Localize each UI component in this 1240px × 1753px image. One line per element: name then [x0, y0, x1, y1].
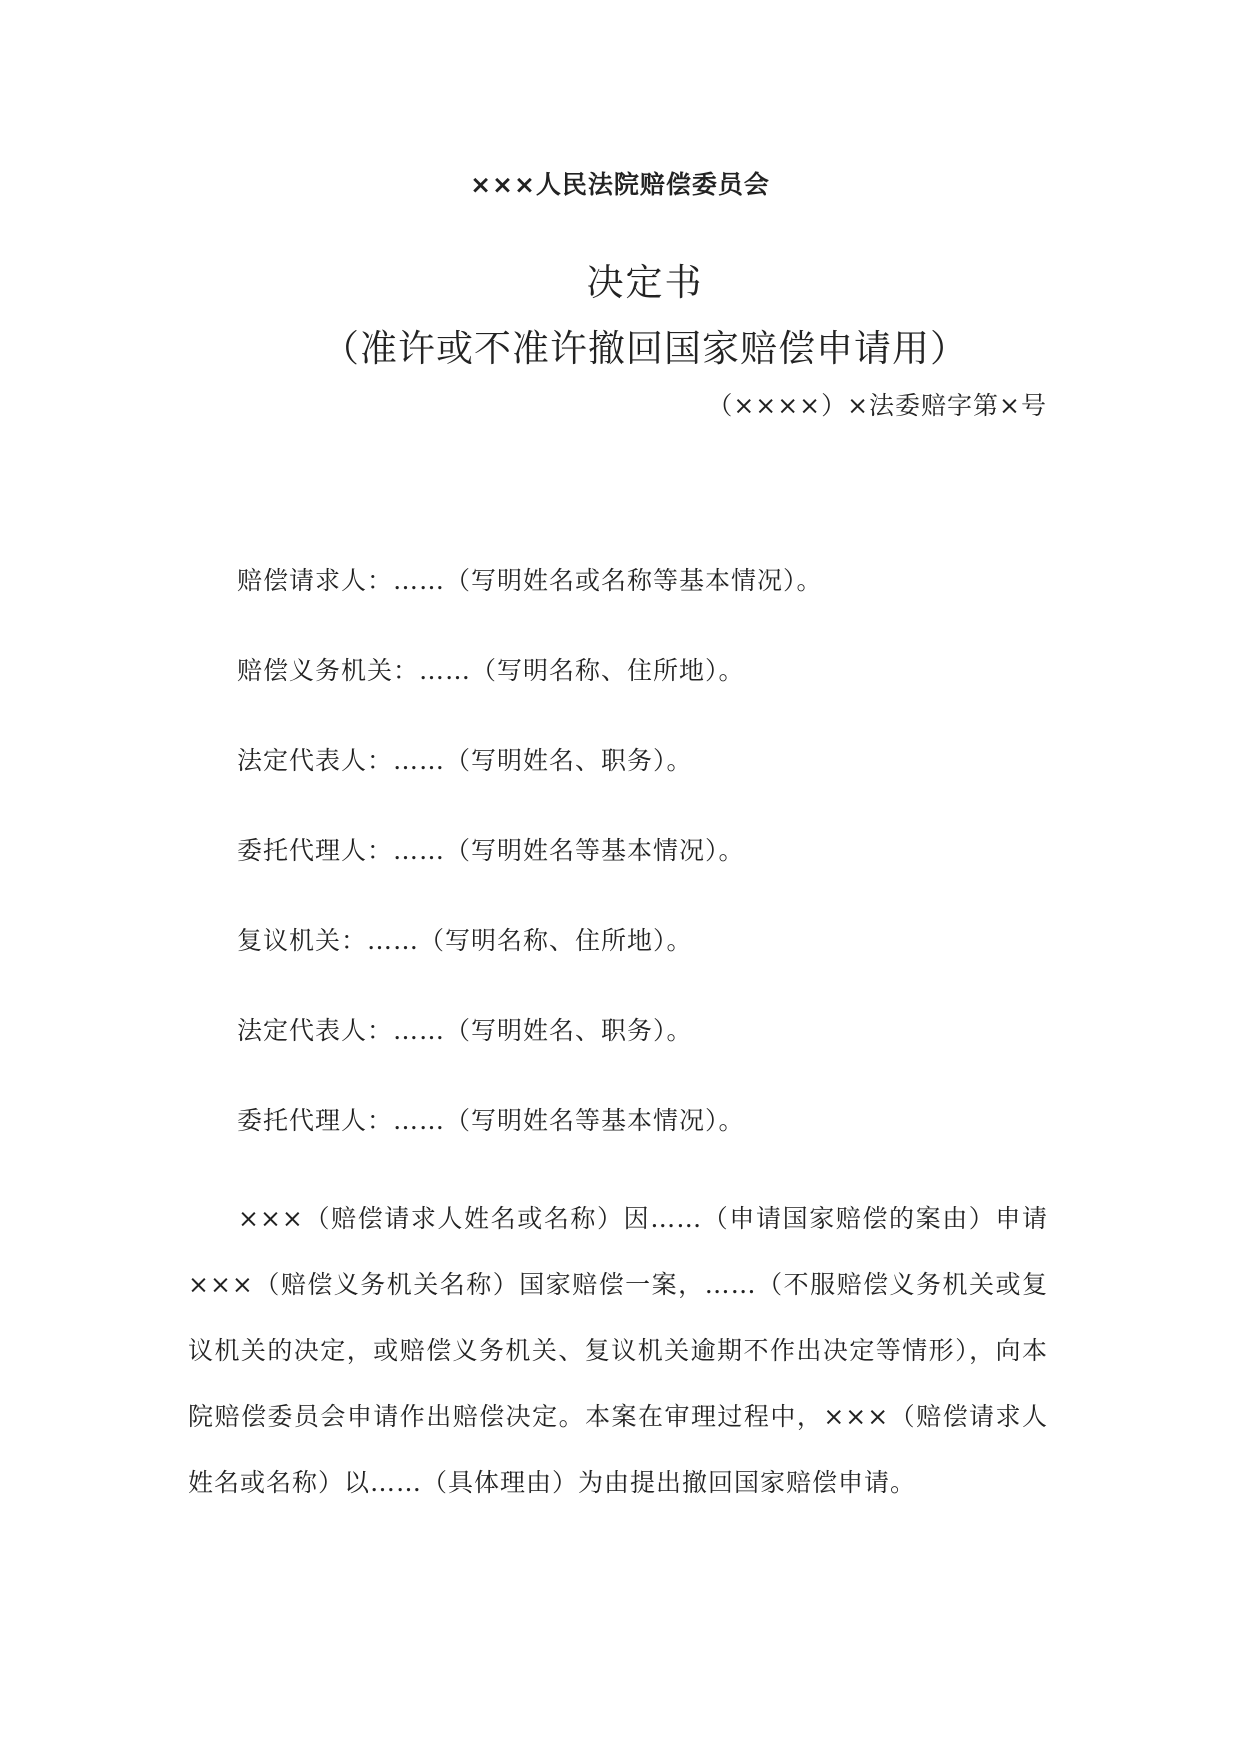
party-review-authority: 复议机关：……（写明名称、住所地）。	[237, 926, 693, 955]
document-number: （××××）×法委赔字第×号	[707, 391, 1047, 420]
party-compensation-claimant: 赔偿请求人：……（写明姓名或名称等基本情况）。	[237, 566, 823, 595]
party-obligor-agent: 委托代理人：……（写明姓名等基本情况）。	[237, 836, 745, 865]
document-subtitle: （准许或不准许撤回国家赔偿申请用）	[322, 327, 968, 370]
party-list	[237, 564, 1057, 1194]
party-obligor-legal-representative: 法定代表人：……（写明姓名、职务）。	[237, 746, 693, 775]
court-name: ×××人民法院赔偿委员会	[470, 170, 770, 199]
party-compensation-obligor: 赔偿义务机关：……（写明名称、住所地）。	[237, 656, 745, 685]
party-review-legal-representative: 法定代表人：……（写明姓名、职务）。	[237, 1016, 693, 1045]
document-title: 决定书	[586, 261, 704, 304]
party-review-agent: 委托代理人：……（写明姓名等基本情况）。	[237, 1106, 745, 1135]
case-facts-paragraph: ×××（赔偿请求人姓名或名称）因……（申请国家赔偿的案由）申请×××（赔偿义务机关名称）国家赔偿一案，……（不服赔偿义务机关或复议机关的决定，或赔偿义务机关、复议机关逾期不作出决定等情形），向本院赔偿委员会申请作出赔偿决定。本案在审理过程中，×××（赔偿请求人姓名或名称）以……（具体理由）为由提出撤回国家赔偿申请。	[188, 1204, 1048, 1497]
